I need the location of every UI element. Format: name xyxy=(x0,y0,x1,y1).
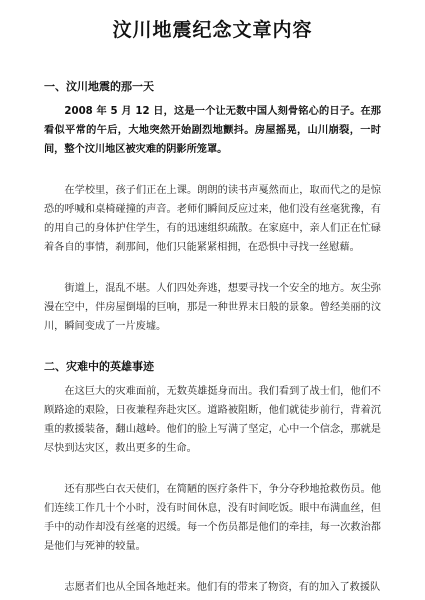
document-title: 汶川地震纪念文章内容 xyxy=(112,19,313,41)
paragraph: 志愿者们也从全国各地赶来。他们有的带来了物资，有的加入了救援队 xyxy=(64,582,381,593)
section-heading-2: 二、灾难中的英雄事迹 xyxy=(44,360,154,373)
section-heading-1: 一、汶川地震的那一天 xyxy=(44,80,154,93)
paragraph: 还有那些白衣天使们，在简陋的医疗条件下，争分夺秒地抢救伤员。他们连续工作几十个小时，没有时间休息，没有时间吃饭。眼中布满血丝，但手中的动作却没有丝毫的迟缓。每一个伤员都是他们的牵挂，每一次救治都是他们与死神的较量。 xyxy=(44,484,381,552)
paragraph: 在这巨大的灾难面前，无数英雄挺身而出。我们看到了战士们，他们不顾路途的艰险，日夜兼程奔赴灾区。道路被阻断，他们就徒步前行，背着沉重的救援装备，翻山越岭。他们的脸上写满了坚定，心中一个信念，那就是尽快到达灾区，救出更多的生命。 xyxy=(44,386,381,454)
paragraph: 2008 年 5 月 12 日，这是一个让无数中国人刻骨铭心的日子。在那看似平常的午后，大地突然开始剧烈地颤抖。房屋摇晃，山川崩裂，一时间，整个汶川地区被灾难的阴影所笼罩。 xyxy=(44,106,381,155)
paragraph: 街道上，混乱不堪。人们四处奔逃，想要寻找一个安全的地方。灰尘弥漫在空中，伴房屋倒塌的巨响，那是一种世界末日般的景象。曾经美丽的汶川，瞬间变成了一片废墟。 xyxy=(44,283,381,332)
paragraph: 在学校里，孩子们正在上课。朗朗的读书声戛然而止，取而代之的是惊恐的呼喊和桌椅碰撞的声音。老师们瞬间反应过来，他们没有丝毫犹豫，有的用自己的身体护住学生，有的迅速组织疏散。在家庭中，亲人们正在忙碌着各自的事情，刹那间，他们只能紧紧相拥，在恐惧中寻找一丝慰藉。 xyxy=(44,185,381,253)
